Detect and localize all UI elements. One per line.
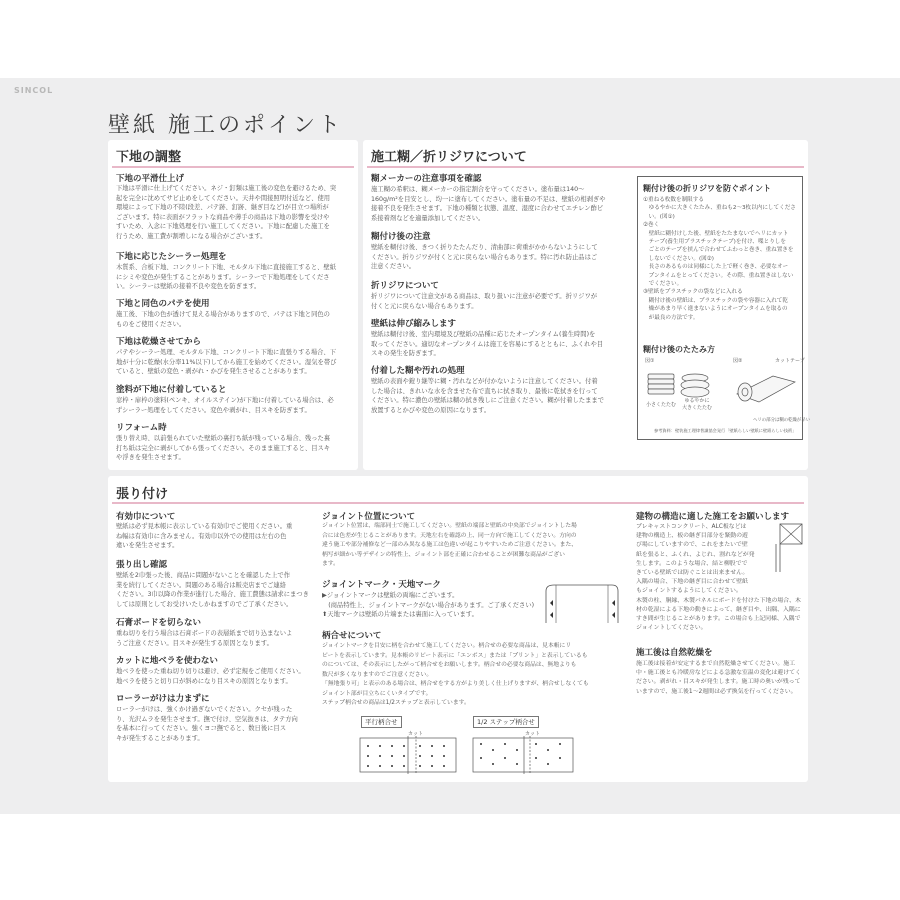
hanging-item-body: ローラーがけは、強くかけ過ぎないでください。クセが残った り、光沢ムラを発生させます。撫で付け、空気抜きは、タテ方向 を基本に行ってください。強くヨコ撫でると、数日後に目ス キが発生することがあります。 [116,706,298,742]
caption-loose-fold: ゆるやかに 大きくたたむ [682,398,713,411]
hanging-item-title: 有効巾について [116,512,176,522]
hanging-item-body: 地ベラを使った重ね切り切りは避け、必ず定規をご使用ください。 地ベラを使うと切り口が斜めになり目スキの原因となります。 [116,668,305,685]
base-item-title: 塗料が下地に付着していると [116,385,227,395]
figure-2-label: 図② [733,358,743,364]
base-item-body: 下地は平滑に仕上げてください。ネジ・釘類は施工後の変色を避けるため、突 起を完全に沈めてサビ止めをしてください。天井や間接照明付近など、使用 環境によって下地の不陸(段差、パテ跡、釘跡、継ぎ目など)が目立つ場所が ございます。特に表面がフラットな商品や薄手の商品は下地の影響を受けや すいため、入念に下地処理を行い施工してください。下地に配慮した施工を 行うため、施工費が割増しになる場合がございます。 [116,185,337,240]
hanging-item-title: 建物の構造に適した施工をお願いします [636,512,790,522]
base-item-body: 窓枠・扉枠の塗料(ペンキ、オイルステイン)が下地に付着している場合は、必 ずシーラー処理をしてください。変色や剥がれ、目スキを防ぎます。 [116,397,334,414]
section-heading-glue: 施工糊／折リジワについて [371,150,527,165]
section-underline-glue [367,166,804,168]
hanging-item-title: 柄合せについて [322,631,382,641]
hanging-item-title: 施工後は自然乾燥を [636,648,713,658]
glue-item-title: 折リジワについて [371,281,439,291]
page-title: 壁紙 施工のポイント [108,113,343,138]
glue-item-body: 壁紙を糊付け後、きつく折りたたんだり、清曲部に荷重がかからないようにして ください。折りジワが付くと元に戻らない場合もあります。特に汚れ防止品はご 注意ください。 [371,244,598,270]
cut-label-2: カット [525,731,540,737]
caption-edge-dry: ヘリの部分は糊の乾燥が早い [753,418,811,423]
joint-mark-illustration [540,583,620,623]
section-underline-base [112,166,354,168]
hanging-item-title: カットに地ベラを使わない [116,656,218,666]
glue-item-body: 壁紙は糊付け後、室内環境及び壁紙の品種に応じたオープンタイム(養生時間)を 取ってください。適切なオープンタイムは施工を容易にするとともに、ふくれや目 スキの発生を防ぎます。 [371,331,604,357]
glue-item-body: 施工糊の希釈は、糊メーカーの指定割合を守ってください。塗布量は140〜 160g/m²を目安とし、均一に塗布してください。塗布量の不足は、壁紙の相剥ぎや 接着不良を発生させます。下地の種類と状態、温度、湿度に合わせてエチレン酢ビ 系接着剤などを適量添加してください。 [371,186,606,222]
hanging-item-title: 張り出し確認 [116,560,168,570]
glue-item-title: 壁紙は伸び縮みします [371,319,457,329]
section-heading-base: 下地の調整 [116,150,182,165]
section-heading-hanging: 張り付け [116,487,169,502]
fold-method-title: 糊付け後のたたみ方 [643,345,715,354]
caption-small-fold: 小さくたたむ [646,402,677,408]
glue-item-title: 付着した糊や汚れの処理 [371,366,465,376]
figure-1-label: 図① [645,358,655,364]
fold-tips-body: ①重ねる枚数を制限する ゆるやかに大きくたたみ、重ねも2〜3枚以内にしてくださ い。(図①) ②巻く 壁紙に糊付けした後、壁紙をたたまないでヘリにカット テープ(養生用プラスチックテープ)を付け、喋とりしを ごとのテープを挟んで合わせてふわっと巻き、重ね置きを しないでください。(図②) 長さのあるものは同様にした上で軽く巻き、必要なオー プンタイムをとってください。その際、重ね置きはしない でください。 ③壁紙をプラスチックの袋などに入れる 糊付け後の壁紙は、プラスチックの袋や容器に入れて乾 燥があまり早く進まないようにオープンタイムを取るの が最良の方法です。 [643,197,796,321]
hanging-item-body: ジョイント位置は、端部同士で施工してください。壁紙の端部と壁紙の中央部でジョイントした場 合には色差が生じることがあります。天地左右を確認の上、同一方向で施工してください。方向の 違う施工や部分補修など一部のみ異なる施工は色違いが起こりやすいためご注意ください。また、 柄写が細かい等デザインの特性上、ジョイント部を正確に合わせることが困難な商品がござい ます。 [322,523,578,567]
base-item-body: 張り替え時、以前張られていた壁紙の裏打ち紙が残っている場合、残った裏 打ち紙は完全に剥がしてから張ってください。そのまま施工すると、目スキ や浮きを発生させます。 [116,435,331,461]
hanging-item-body: ▶ジョイントマークは壁紙の両端にございます。 (商品特性上、ジョイントマークがない場合があります。ご了承ください) ⬆天地マークは壁紙の片端または裏面に入っています。 [322,592,535,618]
glue-item-body: 壁紙の表面や鎧り継等に糊・汚れなどが付かないように注意してください。付着 した場合は、きれいな水を含ませた布で直ちに拭き取り、最後に乾拭きを行って ください。特に濃色の壁紙は糊の拭き残しにご注意ください。糊が付着したままで 放置するとかびや変色の原因になります。 [371,378,604,414]
reference-note: 参考資料：壁装施工理律普識協会発行「壁紙らしい壁紙に壁紙らしい技術」 [654,428,797,433]
hanging-item-body: 施工後は接着が安定するまで自然乾燥させてください。施工中・施工後とも冷暖房などによる急激な室温の変化は避けてください。剥がれ・目スキが発生します。施工時の奥いが残っていますので、施工後1〜2週間は必ず換気を行ってください。 [636,661,801,695]
corner-joint-illustration [770,522,804,572]
pattern-match-illustration [358,736,578,774]
glue-item-body: 折リジワについて注意文がある商品は、取り扱いに注意が必要です。折リジワが 付くと元に戻らない場合もあります。 [371,293,598,310]
hanging-item-title: ジョイントマーク・天地マーク [322,580,441,590]
loose-fold-icon [681,374,709,397]
cut-label-1: カット [408,731,423,737]
base-item-title: 下地の平滑仕上げ [116,174,185,184]
base-item-title: 下地は乾燥させてから [116,337,202,347]
hanging-item-body: 壁紙を2巾張った後、商品に問題がないことを確認した上で作 業を続行してください。問題のある場合は販売店までご連絡 ください。3巾以降の作業が進行した場合、施工費態は請求にまつき しては原則としてお受けいたしかねますのでご了承ください。 [116,572,309,608]
base-item-title: 下地と同色のパテを使用 [116,299,210,309]
base-item-title: 下地に応じたシーラー処理を [116,252,227,262]
glue-item-title: 糊メーカーの注意事項を確認 [371,174,482,184]
fold-tips-title: 糊付け後の折リジワを防ぐポイント [643,184,771,193]
pattern-parallel-label: 平行柄合せ [361,716,402,728]
pattern-half-step-label: 1/2 ステップ柄合せ [473,716,539,728]
cut-tape-label: カットテープ [775,358,805,364]
base-item-body: 施工後、下地の色が透けて見える場合がありますので、パテは下地と同色の ものをご使用ください。 [116,311,330,328]
hanging-item-title: ローラーがけは力まずに [116,694,210,704]
hanging-item-body: 重ね切りを行う場合は石膏ボードの表層紙まで切り込まないよ うご注意ください。目スキが発生する原因となります。 [116,630,293,647]
small-fold-icon [648,374,674,394]
half-step-pattern-figure [473,736,573,774]
base-item-body: パテやシーラー処理、モルタル下地、コンクリート下地に直張りする場合、下 地が十分に乾燥(水分率11%以下)してから施工を始めてください。湿気を帯び ていると、壁紙の変色・剥がれ・かびを発生させることがあります。 [116,349,337,375]
base-item-body: 木質系、合板下地、コンクリート下地、モルタル下地に直接施工すると、壁紙 にシミや変色が発生することがあります。シーラーで下地処理をしてくださ い。シーラーは壁紙の接着不良や変色を防ぎます。 [116,264,337,290]
roll-icon [737,376,795,402]
brand-logo: SINCOL [14,86,54,95]
hanging-item-body: 壁紙は必ず見本帳に表示している有効巾でご使用ください。重 ね幅は有効巾に含みません。有効巾以外での使用は左右の色 違いを発生させます。 [116,523,293,549]
hanging-item-title: 石膏ボードを切らない [116,618,202,628]
section-underline-hanging [112,502,804,504]
glue-item-title: 糊付け後の注意 [371,232,431,242]
hanging-item-title: ジョイント位置について [322,512,416,522]
base-item-title: リフォーム時 [116,423,167,433]
hanging-item-body: ジョイントマークを目安に柄を合わせて施工してください。柄合せの必要な商品は、見本帳にリ ピートを表示しています。見本帳のリピート表示に「エンボス」または「プリント」と表示しているも のについては、その表示にしたがって柄合せをお願いします。柄合せの必要な商品は、無地よりも 数尺が多くなりますのでご注意ください。 「無地張り可」と表示のある場合は、柄合せをする方がより美しく仕上げりますが、柄合せしなくても ジョイント部が目立ちにくいタイプです。 ステップ柄合せの商品は1/2ステップと表示しています。 [322,643,589,706]
hanging-item-body: プレキャストコンクリート、ALC板などは 建物の構造上、板の継ぎ目部分を緊動の遊 び場にしていますので、これをまたいで壁 紙を張ると、ふくれ、よじれ、割れなどが発 生します。このような場合、結と柳股でで きている壁紙では防ぐことは出来ません。 入隅の場合、下地の継ぎ目に合わせて壁紙 もジョイントするようにしてください。 木製の柱、胴縁、木製パネルにボードを付けた下地の場合、木材の乾湿による下地の動きによって、継ぎ目や、出隅、入隅にすき間が生じることがあります。この場合も上記同様、入隅でジョイントしてください。 [636,524,801,632]
parallel-pattern-figure [360,736,456,774]
